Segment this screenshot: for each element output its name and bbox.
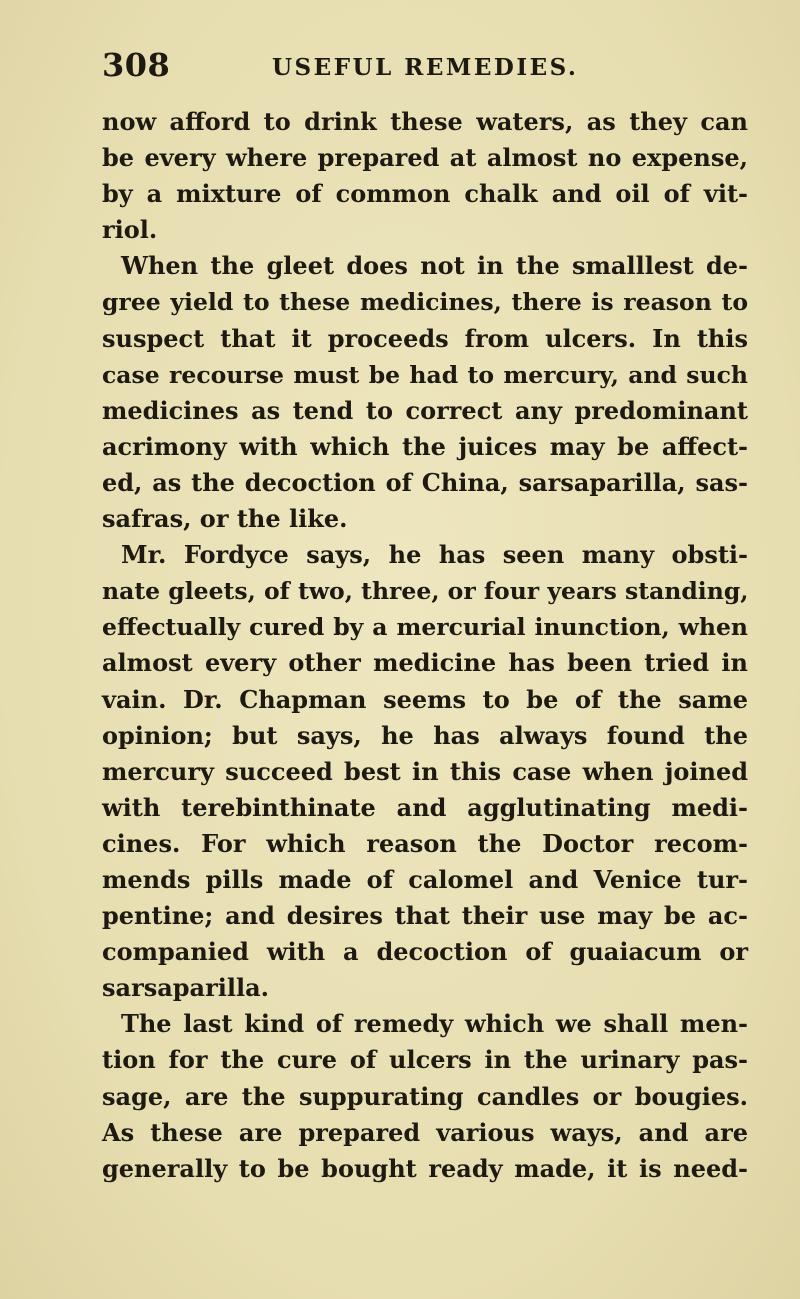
text-line: sarsaparilla. [102,973,270,1003]
text-line: pentine; and desires that their use may be ac- [102,901,748,931]
text-line: vain. Dr. Chapman seems to be of the same [102,684,748,714]
text-line: be every where prepared at almost no expense, [102,143,748,173]
text-line: now afford to drink these waters, as they can [102,107,748,136]
text-line: Mr. Fordyce says, he has seen many obsti- [121,540,748,570]
text-line: gree yield to these medicines, there is reason to [102,288,748,317]
text-line: nate gleets, of two, three, or four years standing, [102,577,749,606]
text-line: almost every other medicine has been tried in [102,648,748,678]
text-line: acrimony with which the juices may be affect- [102,431,748,461]
page-number: 308 [102,46,171,84]
page-header [102,46,742,94]
text-line: companied with a decoction of guaiacum or [102,937,748,967]
text-line: mercury succeed best in this case when joined [102,756,748,786]
text-line: medicines as tend to correct any predominant [102,395,748,425]
text-line: riol. [102,215,158,245]
text-line: safras, or the like. [102,504,348,534]
text-line: generally to be bought ready made, it is need- [102,1153,748,1183]
text-line: cines. For which reason the Doctor recom- [102,828,748,858]
text-line: When the gleet does not in the smalllest de- [121,251,748,281]
text-line: case recourse must be had to mercury, and such [102,360,748,389]
text-line: mends pills made of calomel and Venice tur- [102,864,748,894]
text-line: with terebinthinate and agglutinating medi- [102,792,748,822]
running-title: USEFUL REMEDIES. [272,54,579,81]
text-line: sage, are the suppurating candles or bougies. [102,1081,748,1111]
text-line: tion for the cure of ulcers in the urinary pas- [102,1045,748,1075]
text-line: suspect that it proceeds from ulcers. In this [102,323,748,353]
text-line: effectually cured by a mercurial inunction, when [102,613,748,642]
text-line: ed, as the decoction of China, sarsaparilla, sas- [102,467,748,497]
text-line: opinion; but says, he has always found the [102,720,748,750]
text-line: The last kind of remedy which we shall men- [121,1009,748,1039]
body-text [102,104,748,1187]
text-line: As these are prepared various ways, and are [102,1117,748,1147]
text-line: by a mixture of common chalk and oil of vit- [102,179,748,209]
